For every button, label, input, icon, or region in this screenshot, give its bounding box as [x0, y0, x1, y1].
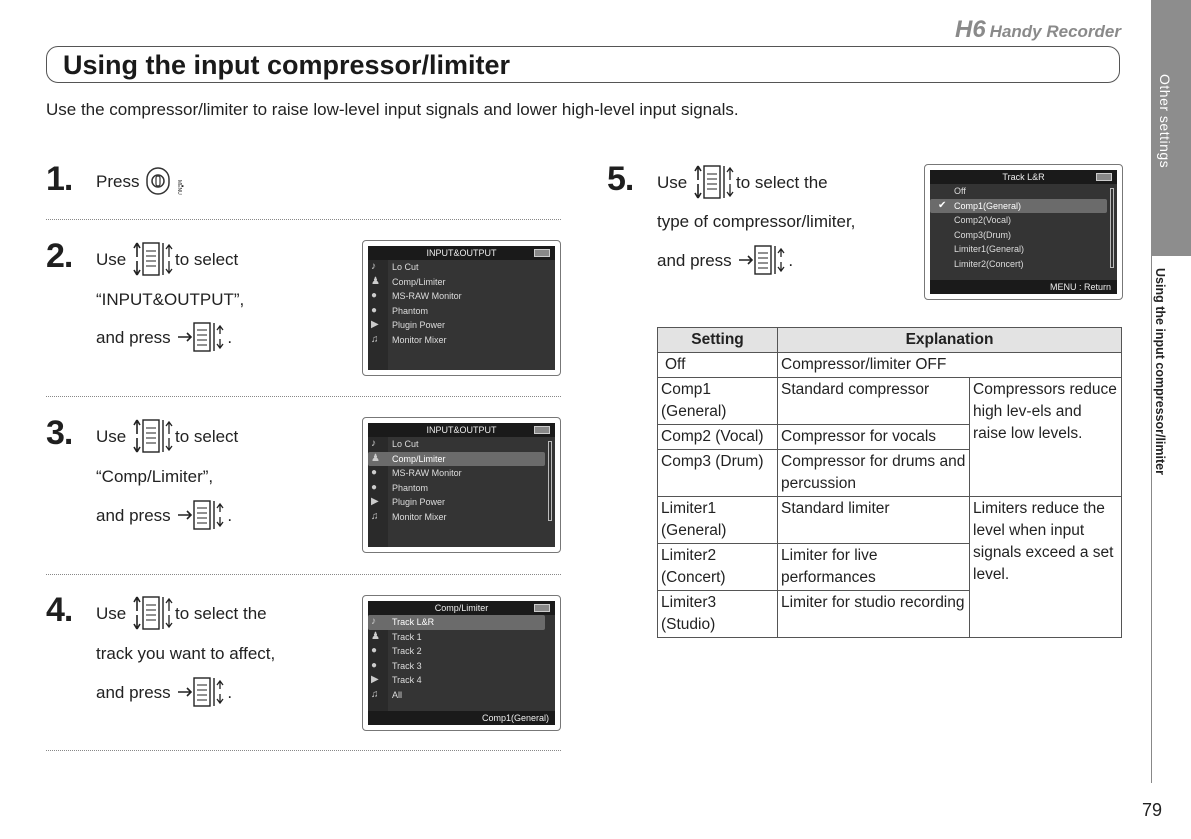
step-text-part: Use	[96, 426, 127, 446]
side-tab-other-settings[interactable]	[1151, 0, 1191, 256]
music-note-icon: ♪	[371, 438, 376, 449]
step-2-line-1	[96, 239, 238, 282]
step-text-part: to select	[174, 249, 239, 269]
intro-text: Use the compressor/limiter to raise low-level input signals and lower high-level input signals.	[46, 100, 739, 119]
limiter-note-cell: Limiters reduce the level when input signals exceed a set level.	[970, 497, 1122, 638]
step-text-part: Use	[96, 249, 127, 269]
step-text-part: Use	[657, 172, 688, 192]
explanation-cell: Compressor for vocals	[778, 425, 970, 450]
scroll-updown-icon	[131, 416, 175, 459]
record-icon: ●	[371, 659, 378, 671]
step-divider	[46, 219, 561, 220]
lcd-menu-item[interactable]: ● Phantom	[368, 481, 555, 496]
lcd-menu-item[interactable]: ● Phantom	[368, 304, 555, 319]
lcd-menu-item[interactable]: ● MS-RAW Monitor	[368, 466, 555, 481]
table-header-row	[658, 328, 1122, 353]
lcd-title: Track L&R	[1002, 172, 1045, 182]
step-number: 3.	[46, 414, 73, 452]
lcd-menu-item[interactable]: ▶ Plugin Power	[368, 318, 555, 333]
battery-icon	[1096, 173, 1112, 181]
record-icon: ●	[371, 481, 378, 493]
play-icon: ▶	[371, 319, 379, 330]
step-3-line-2: “Comp/Limiter”,	[96, 467, 214, 486]
step-5-line-3	[657, 243, 793, 280]
lcd-display	[368, 423, 555, 547]
lcd-title-bar	[368, 601, 555, 615]
side-divider	[1151, 256, 1152, 783]
mic-icon: ♟	[371, 452, 380, 464]
column-header-explanation: Explanation	[778, 328, 1122, 353]
setting-cell: Comp1 (General)	[658, 378, 778, 425]
menu-button-icon	[144, 166, 183, 199]
lcd-menu-item[interactable]: ● Track 3	[368, 659, 555, 674]
battery-icon	[534, 426, 550, 434]
step-text-part: and press	[96, 327, 171, 347]
explanation-cell: Limiter for studio recording	[778, 591, 970, 638]
product-name: Handy Recorder	[989, 22, 1121, 41]
step-text-part: to select the	[735, 172, 828, 192]
record-icon: ●	[371, 290, 378, 301]
table-row	[658, 378, 1122, 425]
lcd-title: Comp/Limiter	[434, 603, 489, 613]
side-tab-current[interactable]: Using the input compressor/limiter	[1153, 268, 1167, 475]
step-4-line-2: track you want to affect,	[96, 644, 276, 663]
lcd-screen-track-select	[362, 595, 561, 731]
lcd-display	[930, 170, 1117, 294]
header-brand	[955, 16, 1121, 44]
lcd-screen-comp-limiter-select	[362, 417, 561, 553]
model-name: H6	[954, 16, 986, 43]
page-number: 79	[1142, 800, 1163, 820]
lcd-menu-item[interactable]: ♟ Comp/Limiter	[368, 275, 555, 290]
lcd-menu-item-selected[interactable]: ♪ Track L&R	[368, 615, 545, 630]
step-text-part: .	[180, 171, 185, 191]
record-icon: ●	[371, 304, 378, 316]
lcd-menu-item[interactable]: Comp2(Vocal)	[954, 215, 1012, 225]
step-3-line-3	[96, 498, 232, 535]
lcd-footer: Comp1(General)	[368, 711, 555, 725]
music-note-icon: ♪	[371, 261, 376, 272]
battery-icon	[534, 604, 550, 612]
lcd-menu-item[interactable]: Limiter2(Concert)	[954, 258, 1024, 269]
lcd-title: INPUT&OUTPUT	[426, 425, 497, 435]
lcd-display	[368, 246, 555, 370]
music-note-icon: ♫	[371, 333, 379, 345]
scroll-updown-icon	[131, 239, 175, 282]
record-icon: ●	[371, 467, 378, 478]
press-enter-icon	[175, 320, 227, 357]
lcd-screen-type-select	[924, 164, 1123, 300]
step-number: 2.	[46, 237, 73, 275]
table-row	[658, 497, 1122, 544]
lcd-menu-item[interactable]: ▶ Plugin Power	[368, 495, 555, 510]
lcd-screen-input-output	[362, 240, 561, 376]
step-text-part: .	[227, 327, 233, 347]
page-title-box	[46, 46, 1120, 83]
step-number: 4.	[46, 591, 73, 629]
lcd-menu-item-selected[interactable]: ♟ Comp/Limiter	[368, 452, 545, 467]
step-2-line-2: “INPUT&OUTPUT”,	[96, 290, 245, 309]
step-1-text	[96, 166, 185, 199]
step-number: 1.	[46, 160, 73, 198]
lcd-menu-item[interactable]: ♟ Track 1	[368, 630, 555, 645]
step-divider	[46, 750, 561, 751]
explanation-cell: Compressor/limiter OFF	[778, 353, 1122, 378]
lcd-title: INPUT&OUTPUT	[426, 248, 497, 258]
svg-text:MENU: MENU	[176, 180, 183, 195]
explanation-cell: Limiter for live performances	[778, 544, 970, 591]
step-text-part: .	[788, 250, 794, 270]
setting-cell: Comp2 (Vocal)	[658, 425, 778, 450]
settings-table	[657, 327, 1122, 638]
lcd-title-bar	[368, 246, 555, 260]
lcd-menu-item[interactable]: Off	[954, 186, 966, 196]
step-divider	[46, 574, 561, 575]
step-5-line-1	[657, 162, 828, 205]
step-text-part: .	[227, 682, 233, 702]
step-text-part: and press	[96, 505, 171, 525]
lcd-menu-item[interactable]: ▶ Track 4	[368, 673, 555, 688]
step-4-line-3	[96, 675, 232, 712]
lcd-menu-item[interactable]: ● MS-RAW Monitor	[368, 289, 555, 304]
step-text-part: Use	[96, 603, 127, 623]
lcd-menu-item[interactable]: Limiter1(General)	[954, 244, 1025, 254]
play-icon: ▶	[371, 674, 379, 685]
press-enter-icon	[736, 243, 788, 280]
table-row	[658, 353, 1122, 378]
music-note-icon: ♫	[371, 688, 379, 700]
step-divider	[46, 396, 561, 397]
lcd-title-bar	[368, 423, 555, 437]
side-tab-label: Other settings	[1157, 74, 1173, 169]
scroll-updown-icon	[692, 162, 736, 205]
lcd-menu-item[interactable]: ♫ Monitor Mixer	[368, 333, 555, 348]
step-number: 5.	[607, 160, 634, 198]
step-text-part: Press	[96, 171, 140, 191]
step-text-part: to select	[174, 426, 239, 446]
lcd-menu-item[interactable]: ● Track 2	[368, 644, 555, 659]
lcd-menu-item[interactable]: Comp3(Drum)	[954, 229, 1012, 240]
scroll-updown-icon	[131, 593, 175, 636]
setting-cell: Comp3 (Drum)	[658, 450, 778, 497]
column-header-setting: Setting	[658, 328, 778, 353]
lcd-title-bar	[930, 170, 1117, 184]
step-text-part: and press	[96, 682, 171, 702]
lcd-menu-item[interactable]: ♫ Monitor Mixer	[368, 510, 555, 525]
step-4-line-1	[96, 593, 267, 636]
press-enter-icon	[175, 675, 227, 712]
setting-cell: Off	[658, 353, 778, 378]
press-enter-icon	[175, 498, 227, 535]
explanation-cell: Standard limiter	[778, 497, 970, 544]
music-note-icon: ♪	[371, 616, 376, 627]
page-title: Using the input compressor/limiter	[63, 50, 511, 80]
battery-icon	[534, 249, 550, 257]
step-text-part: to select the	[174, 603, 267, 623]
lcd-menu-item[interactable]: ♫ All	[368, 688, 555, 703]
explanation-cell: Standard compressor	[778, 378, 970, 425]
lcd-footer: MENU : Return	[930, 280, 1117, 294]
lcd-menu-item[interactable]: ♪ Lo Cut	[368, 260, 555, 275]
step-5-line-2: type of compressor/limiter,	[657, 212, 856, 231]
compressor-note-cell: Compressors reduce high lev-els and raise low levels.	[970, 378, 1122, 497]
setting-cell: Limiter1 (General)	[658, 497, 778, 544]
music-note-icon: ♫	[371, 510, 379, 522]
lcd-menu-item-selected[interactable]: ✔ Comp1(General)	[930, 199, 1107, 214]
explanation-cell: Compressor for drums and percussion	[778, 450, 970, 497]
setting-cell: Limiter3 (Studio)	[658, 591, 778, 638]
mic-icon: ♟	[371, 275, 380, 287]
lcd-display	[368, 601, 555, 725]
mic-icon: ♟	[371, 630, 380, 642]
record-icon: ●	[371, 645, 378, 656]
play-icon: ▶	[371, 496, 379, 507]
step-text-part: and press	[657, 250, 732, 270]
step-text-part: .	[227, 505, 233, 525]
step-3-line-1	[96, 416, 238, 459]
step-2-line-3	[96, 320, 232, 357]
setting-cell: Limiter2 (Concert)	[658, 544, 778, 591]
lcd-menu-item[interactable]: ♪ Lo Cut	[368, 437, 555, 452]
checkmark-icon: ✔	[938, 199, 947, 211]
